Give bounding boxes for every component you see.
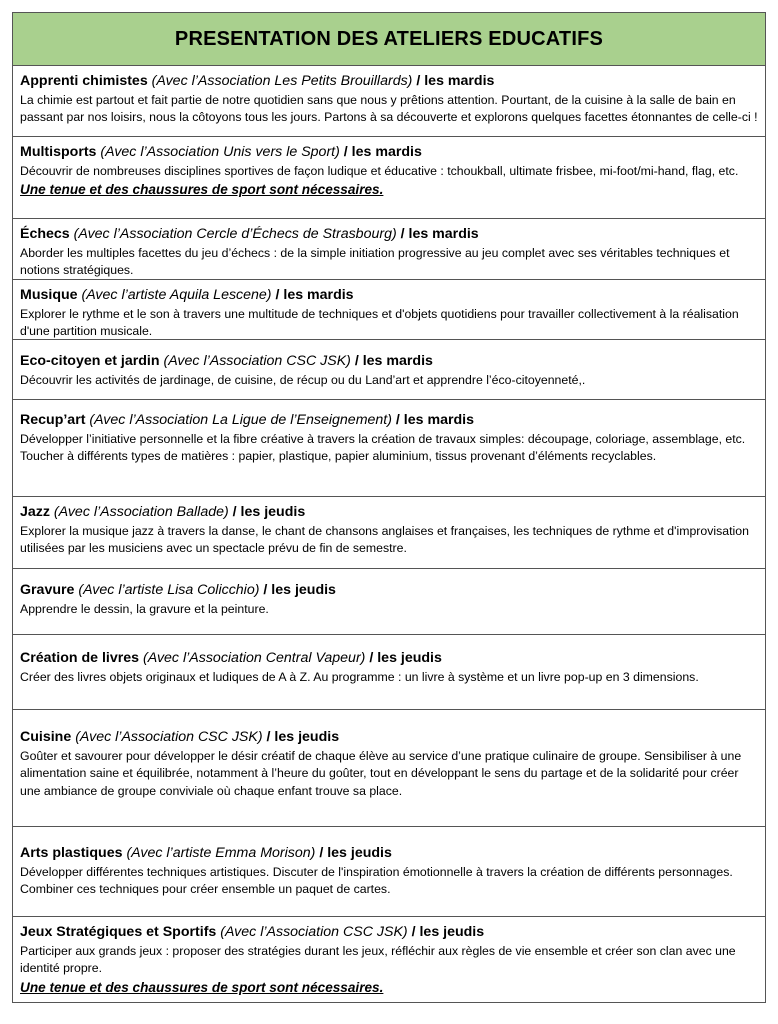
atelier-day: / les mardis bbox=[339, 144, 422, 160]
atelier-title bbox=[20, 581, 758, 600]
atelier-title bbox=[20, 503, 758, 522]
atelier-note: Une tenue et des chaussures de sport sont nécessaires. bbox=[20, 979, 384, 995]
atelier-name: Recup’art bbox=[20, 412, 86, 428]
atelier-description: Explorer le rythme et le son à travers une multitude de techniques et d'objets quotidiens pour travailler collectivement à la réalisation d'une partition musicale. bbox=[20, 307, 739, 339]
atelier-description: Créer des livres objets originaux et ludiques de A à Z. Au programme : un livre à système et un livre pop-up en 3 dimensions. bbox=[20, 670, 699, 684]
atelier-day: / les jeudis bbox=[262, 729, 340, 745]
atelier-day: / les mardis bbox=[271, 287, 354, 303]
atelier-description: Explorer la musique jazz à travers la danse, le chant de chansons anglaises et françaises, les techniques de rythme et d'improvisation utilisées par les musiciens avec un spectacle prévu de fin de semestre. bbox=[20, 524, 749, 556]
atelier-description: Découvrir de nombreuses disciplines sportives de façon ludique et éducative : tchoukball, ultimate frisbee, mi-foot/mi-hand, flag, etc. bbox=[20, 164, 739, 178]
atelier-association: (Avec l’Association Ballade) bbox=[49, 504, 229, 520]
table-row bbox=[13, 66, 765, 137]
atelier-title bbox=[20, 352, 758, 371]
atelier-name: Jeux Stratégiques et Sportifs bbox=[20, 924, 217, 940]
atelier-day: / les jeudis bbox=[365, 650, 442, 666]
atelier-title bbox=[20, 923, 758, 942]
atelier-day: / les mardis bbox=[396, 226, 479, 242]
atelier-day: / les mardis bbox=[350, 353, 433, 369]
table-row bbox=[13, 280, 765, 340]
table-row bbox=[13, 137, 765, 219]
table-row bbox=[13, 497, 765, 569]
atelier-name: Cuisine bbox=[20, 729, 72, 745]
atelier-association: (Avec l’artiste Lisa Colicchio) bbox=[74, 582, 260, 598]
atelier-title bbox=[20, 411, 758, 430]
atelier-description: Participer aux grands jeux : proposer des stratégies durant les jeux, réfléchir aux règles de vie ensemble et créer son clan avec une identité propre. bbox=[20, 944, 736, 976]
atelier-day: / les mardis bbox=[412, 73, 495, 89]
atelier-association: (Avec l’Association Central Vapeur) bbox=[139, 650, 366, 666]
atelier-name: Eco-citoyen et jardin bbox=[20, 353, 160, 369]
atelier-association: (Avec l’Association CSC JSK) bbox=[159, 353, 351, 369]
atelier-title bbox=[20, 72, 758, 91]
table-row bbox=[13, 219, 765, 280]
atelier-association: (Avec l’Association Les Petits Brouillards) bbox=[147, 73, 413, 89]
atelier-description: Aborder les multiples facettes du jeu d’échecs : de la simple initiation progressive au jeu complet avec ses véritables techniques et notions stratégiques. bbox=[20, 246, 730, 278]
table-row bbox=[13, 400, 765, 497]
atelier-association: (Avec l’Association CSC JSK) bbox=[216, 924, 408, 940]
atelier-title bbox=[20, 649, 758, 668]
atelier-name: Multisports bbox=[20, 144, 97, 160]
atelier-description: Découvrir les activités de jardinage, de cuisine, de récup ou du Land’art et apprendre l’éco-citoyenneté,. bbox=[20, 373, 586, 387]
atelier-day: / les jeudis bbox=[315, 845, 392, 861]
atelier-association: (Avec l’Association La Ligue de l’Enseignement) bbox=[85, 412, 392, 428]
page-title: PRESENTATION DES ATELIERS EDUCATIFS bbox=[174, 27, 604, 50]
atelier-association: (Avec l’Association CSC JSK) bbox=[71, 729, 263, 745]
atelier-description: Goûter et savourer pour développer le désir créatif de chaque élève au service d’une pratique culinaire de groupe. Sensibiliser à une alimentation saine et équilibrée, notamment à l’heure du goûter, tout en développant le sens du partage et de la solidarité pour créer une ambiance de groupe conviviale où chaque enfant trouve sa place. bbox=[20, 749, 742, 798]
atelier-name: Gravure bbox=[20, 582, 75, 598]
atelier-day: / les jeudis bbox=[407, 924, 485, 940]
atelier-title bbox=[20, 286, 758, 305]
atelier-title bbox=[20, 225, 758, 244]
atelier-name: Apprenti chimistes bbox=[20, 73, 148, 89]
atelier-name: Arts plastiques bbox=[20, 845, 123, 861]
atelier-title bbox=[20, 728, 758, 747]
atelier-title bbox=[20, 143, 758, 162]
atelier-name: Création de livres bbox=[20, 650, 140, 666]
atelier-name: Jazz bbox=[20, 504, 50, 520]
table-row bbox=[13, 340, 765, 400]
atelier-description: Développer l’initiative personnelle et la fibre créative à travers la création de travaux simples: découpage, coloriage, assemblage, etc. Toucher à différents types de matières : papier, plastique, papier aluminium, tissus provenant d’éléments recyclables. bbox=[20, 432, 746, 464]
table-row bbox=[13, 569, 765, 635]
table-row bbox=[13, 827, 765, 917]
table-row bbox=[13, 710, 765, 827]
atelier-note: Une tenue et des chaussures de sport sont nécessaires. bbox=[20, 182, 384, 198]
table-row bbox=[13, 917, 765, 1003]
atelier-name: Musique bbox=[20, 287, 78, 303]
atelier-name: Échecs bbox=[20, 226, 70, 242]
table-header bbox=[13, 13, 765, 66]
atelier-description: La chimie est partout et fait partie de notre quotidien sans que nous y prêtions attention. Pourtant, de la cuisine à la salle de bain en passant par nos loisirs, nous la côtoyons tous les jours. Partons à sa découverte et explorons quelques facettes étonnantes de celle-ci ! bbox=[20, 93, 758, 125]
atelier-title bbox=[20, 844, 758, 863]
atelier-description: Apprendre le dessin, la gravure et la peinture. bbox=[20, 602, 269, 616]
atelier-association: (Avec l’Association Unis vers le Sport) bbox=[96, 144, 340, 160]
atelier-day: / les mardis bbox=[391, 412, 474, 428]
atelier-day: / les jeudis bbox=[228, 504, 306, 520]
ateliers-table bbox=[12, 12, 766, 1003]
atelier-description: Développer différentes techniques artistiques. Discuter de l'inspiration émotionnelle à travers la création de différents personnages. Combiner ces techniques pour créer ensemble un paquet de cartes. bbox=[20, 865, 733, 897]
atelier-association: (Avec l’artiste Aquila Lescene) bbox=[77, 287, 272, 303]
table-row bbox=[13, 635, 765, 710]
atelier-association: (Avec l’Association Cercle d’Échecs de Strasbourg) bbox=[69, 226, 397, 242]
atelier-association: (Avec l’artiste Emma Morison) bbox=[122, 845, 316, 861]
atelier-day: / les jeudis bbox=[259, 582, 336, 598]
